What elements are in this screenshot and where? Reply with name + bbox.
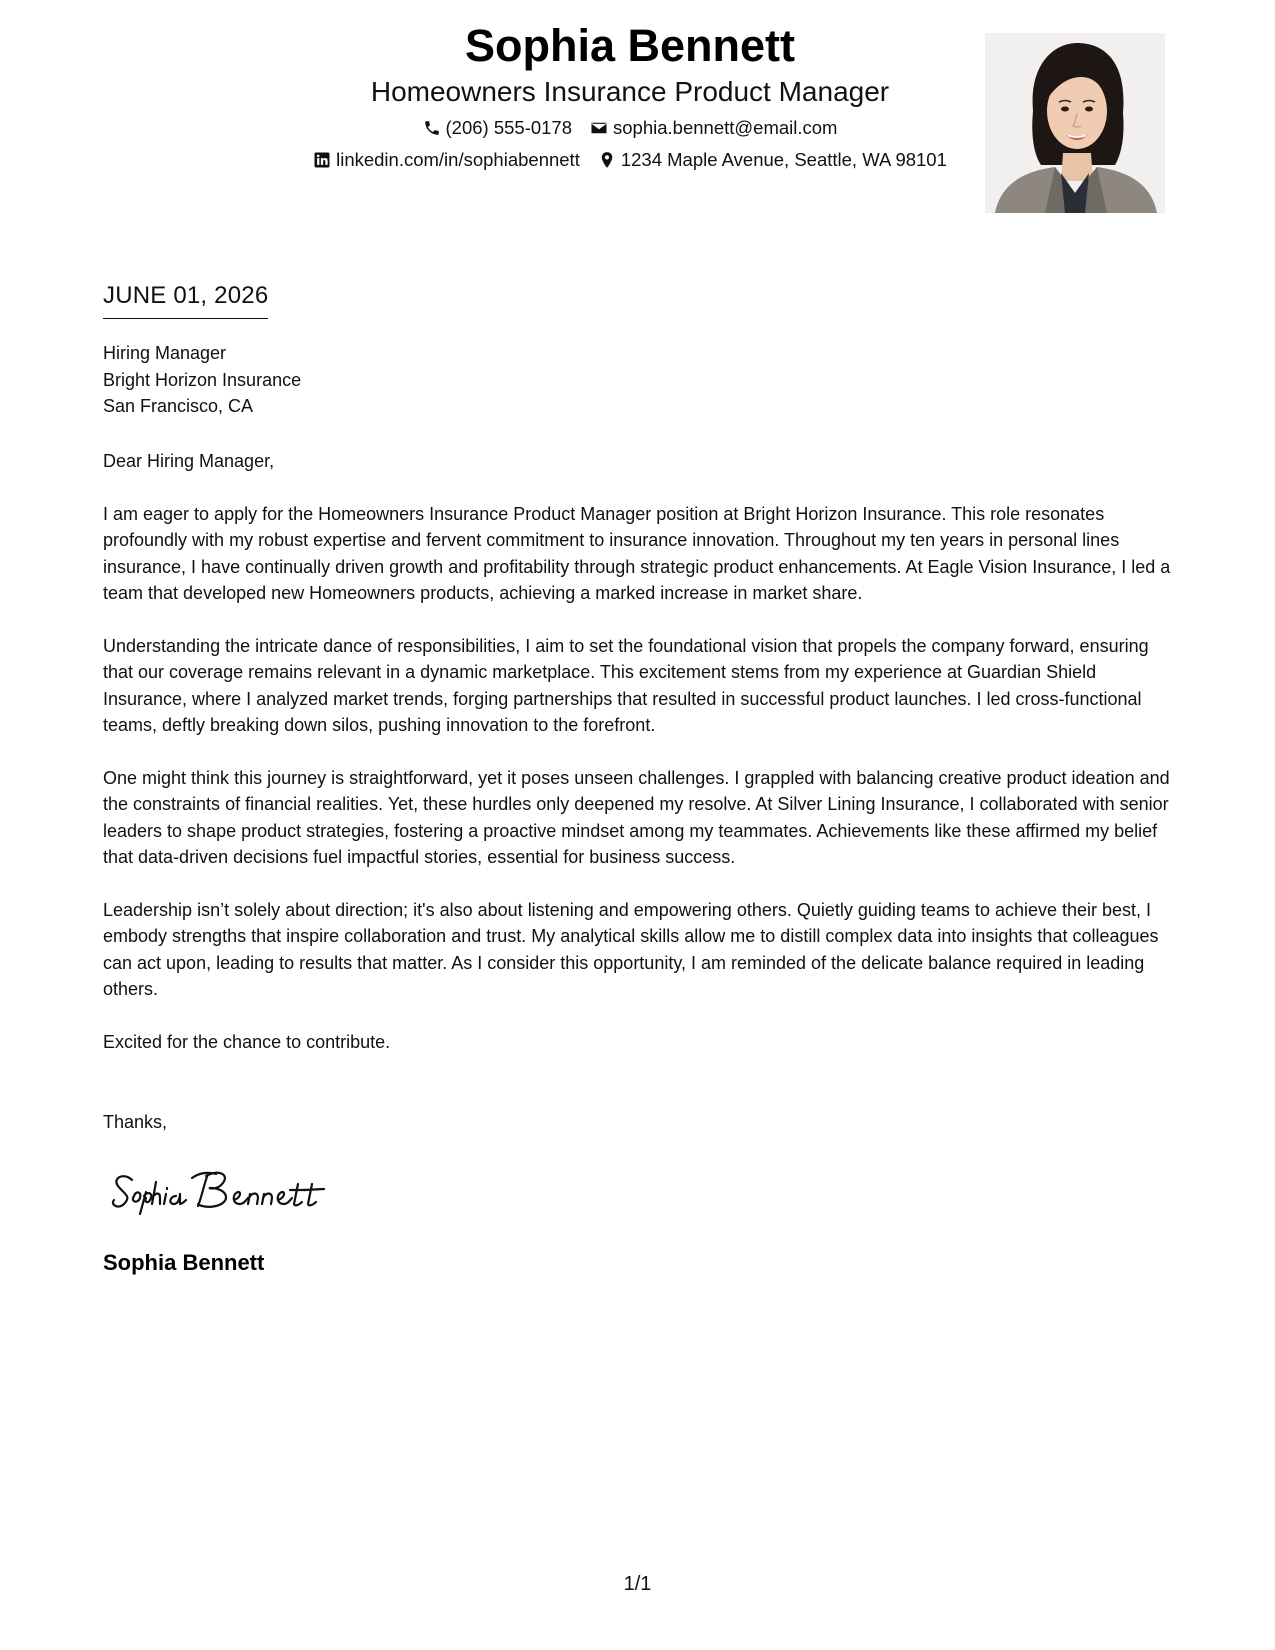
salutation: Dear Hiring Manager, bbox=[103, 451, 275, 471]
header-text-block bbox=[230, 18, 1030, 172]
address-text: 1234 Maple Avenue, Seattle, WA 98101 bbox=[620, 149, 947, 170]
handwritten-signature bbox=[110, 1158, 360, 1218]
contact-linkedin bbox=[313, 148, 580, 172]
letter-date: JUNE 01, 2026 bbox=[103, 280, 268, 319]
contact-email bbox=[590, 116, 837, 140]
linkedin-link[interactable]: linkedin.com/in/sophiabennett bbox=[336, 149, 580, 170]
map-pin-icon bbox=[598, 151, 616, 169]
contact-row-1 bbox=[230, 116, 1030, 140]
body-paragraph: Understanding the intricate dance of responsibilities, I aim to set the foundational vision that propels the company forward, ensuring that our coverage remains relevant in a dynamic marketplace. This excitement stems from my experience at Guardian Shield Insurance, where I analyzed market trends, forging partnerships that resulted in successful product launches. I led cross-functional teams, deftly breaking down silos, pushing innovation to the forefront. bbox=[103, 635, 1149, 735]
body-paragraph: Leadership isn’t solely about direction; it's also about listening and empowering others. Quietly guiding teams to achieve their best, I embody strengths that inspire collaboration and trust. My analytical skills allow me to distill complex data into insights that colleagues can act upon, leading to results that matter. As I consider this opportunity, I am reminded of the delicate balance required in leading others. bbox=[103, 899, 1159, 999]
candidate-title: Homeowners Insurance Product Manager bbox=[370, 76, 890, 107]
phone-icon bbox=[423, 119, 441, 137]
page-number: 1/1 bbox=[623, 1573, 652, 1595]
recipient-block bbox=[103, 340, 301, 420]
email-link[interactable]: sophia.bennett@email.com bbox=[613, 117, 838, 138]
linkedin-icon bbox=[313, 151, 331, 169]
contact-phone bbox=[423, 116, 573, 140]
letter-body bbox=[103, 448, 1183, 1081]
body-paragraph: I am eager to apply for the Homeowners Insurance Product Manager position at Bright Horizon Insurance. This role resonates profoundly with my robust expertise and fervent commitment to insurance innovation. Throughout my ten years in personal lines insurance, I have continually driven growth and profitability through strategic product enhancements. At Eagle Vision Insurance, I led a team that developed new Homeowners products, achieving a marked increase in market share. bbox=[103, 503, 1171, 603]
closing-line: Thanks, bbox=[103, 1112, 168, 1132]
envelope-icon bbox=[590, 119, 608, 137]
recipient-line: Bright Horizon Insurance bbox=[103, 369, 302, 390]
body-paragraph: Excited for the chance to contribute. bbox=[103, 1031, 391, 1052]
contact-address bbox=[598, 148, 947, 172]
letter-header bbox=[0, 18, 1275, 218]
recipient-line: San Francisco, CA bbox=[103, 396, 254, 416]
profile-photo bbox=[985, 33, 1165, 213]
signer-name: Sophia Bennett bbox=[103, 1250, 265, 1275]
body-paragraph: One might think this journey is straightforward, yet it poses unseen challenges. I grappled with balancing creative product ideation and the constraints of financial realities. Yet, these hurdles only deepened my resolve. At Silver Lining Insurance, I collaborated with senior leaders to shape product strategies, fostering a proactive mindset among my teammates. Achievements like these affirmed my belief that data-driven decisions fuel impactful stories, essential for business success. bbox=[103, 767, 1170, 867]
recipient-line: Hiring Manager bbox=[103, 343, 227, 363]
phone-text: (206) 555-0178 bbox=[445, 117, 573, 138]
contact-row-2 bbox=[230, 148, 1030, 172]
candidate-name: Sophia Bennett bbox=[464, 20, 795, 71]
